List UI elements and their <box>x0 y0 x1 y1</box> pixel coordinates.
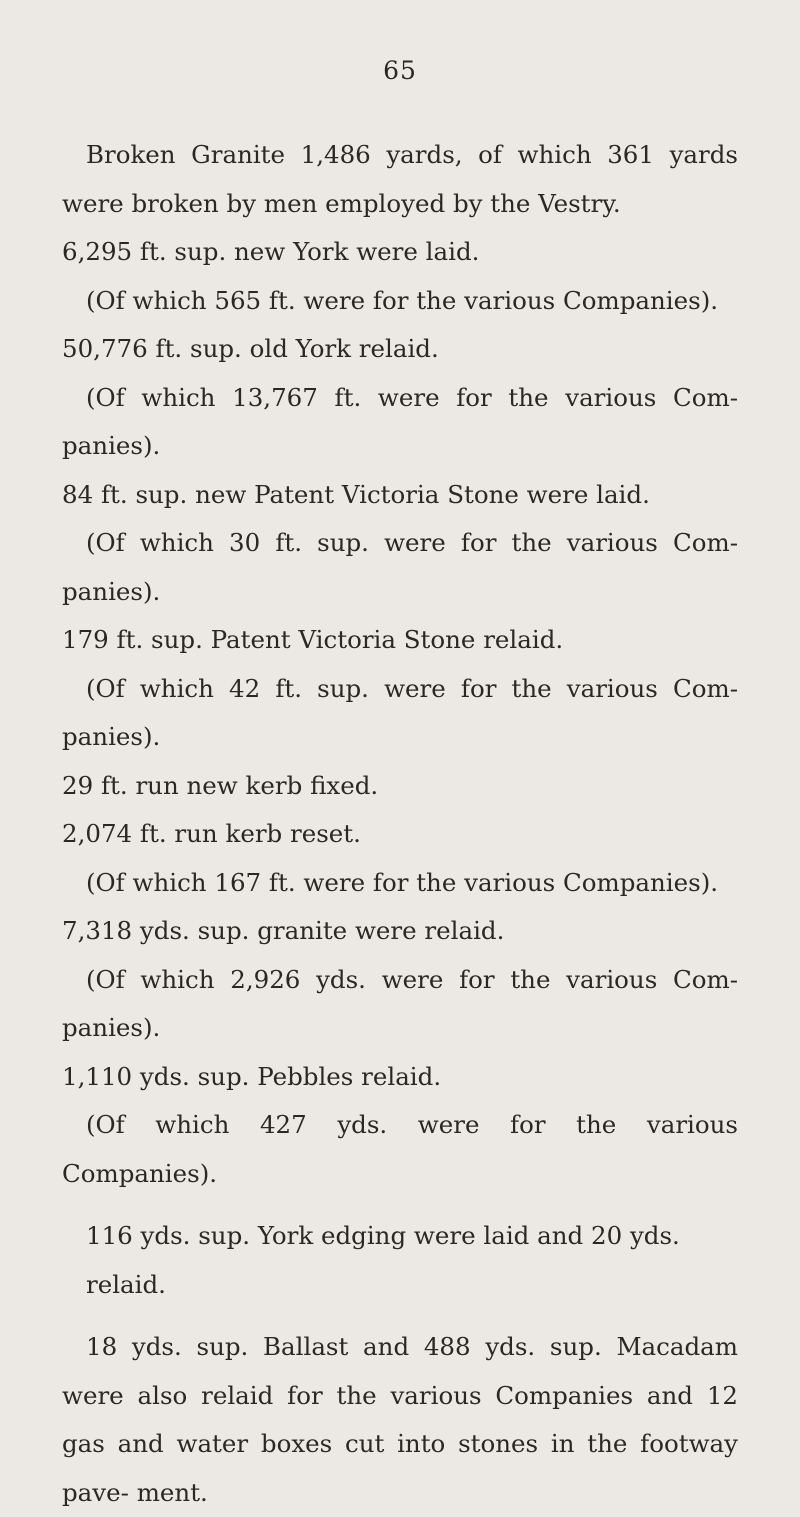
paragraph-york-edging <box>62 1212 738 1309</box>
body-text <box>62 131 738 1517</box>
paragraph-york-edging-line: 116 yds. sup. York edging were laid and 20 yds. <box>86 1221 680 1250</box>
paragraph-pebbles-relaid-companies: (Of which 427 yds. were for the various Companies). <box>62 1110 738 1188</box>
paragraph-york-edging-relaid: relaid. <box>86 1269 166 1299</box>
paragraph-kerb-reset: 2,074 ft. run kerb reset. <box>62 819 361 848</box>
paragraph-victoria-stone-new: 84 ft. sup. new Patent Victoria Stone were laid. <box>62 479 650 509</box>
paragraph-victoria-stone-relaid-companies: (Of which 42 ft. sup. were for the various Com- panies). <box>62 673 738 751</box>
page-number: 65 <box>383 56 417 85</box>
paragraph-new-york: 6,295 ft. sup. new York were laid. <box>62 237 480 266</box>
paragraph-old-york: 50,776 ft. sup. old York relaid. <box>62 334 439 363</box>
paragraph-broken-granite: Broken Granite 1,486 yards, of which 361 yards were broken by men employed by the Vestry. <box>62 140 738 218</box>
paragraph-pebbles-relaid: 1,110 yds. sup. Pebbles relaid. <box>62 1061 442 1091</box>
paragraph-old-york-companies: (Of which 13,767 ft. were for the various Com- panies). <box>62 382 738 460</box>
paragraph-victoria-stone-new-companies: (Of which 30 ft. sup. were for the various Com- panies). <box>62 528 738 606</box>
paragraph-kerb-fixed: 29 ft. run new kerb fixed. <box>62 770 379 800</box>
paragraph-kerb-reset-companies: (Of which 167 ft. were for the various Companies). <box>86 867 719 897</box>
paragraph-new-york-companies: (Of which 565 ft. were for the various Companies). <box>86 285 719 315</box>
paragraph-victoria-stone-relaid: 179 ft. sup. Patent Victoria Stone relaid. <box>62 625 564 654</box>
paragraph-ballast-macadam: 18 yds. sup. Ballast and 488 yds. sup. Macadam were also relaid for the various Companies and 12 gas and water boxes cut into stones in the footway pave- ment. <box>62 1332 738 1507</box>
paragraph-granite-relaid: 7,318 yds. sup. granite were relaid. <box>62 916 505 945</box>
paragraph-granite-relaid-companies: (Of which 2,926 yds. were for the various Com- panies). <box>62 964 738 1042</box>
